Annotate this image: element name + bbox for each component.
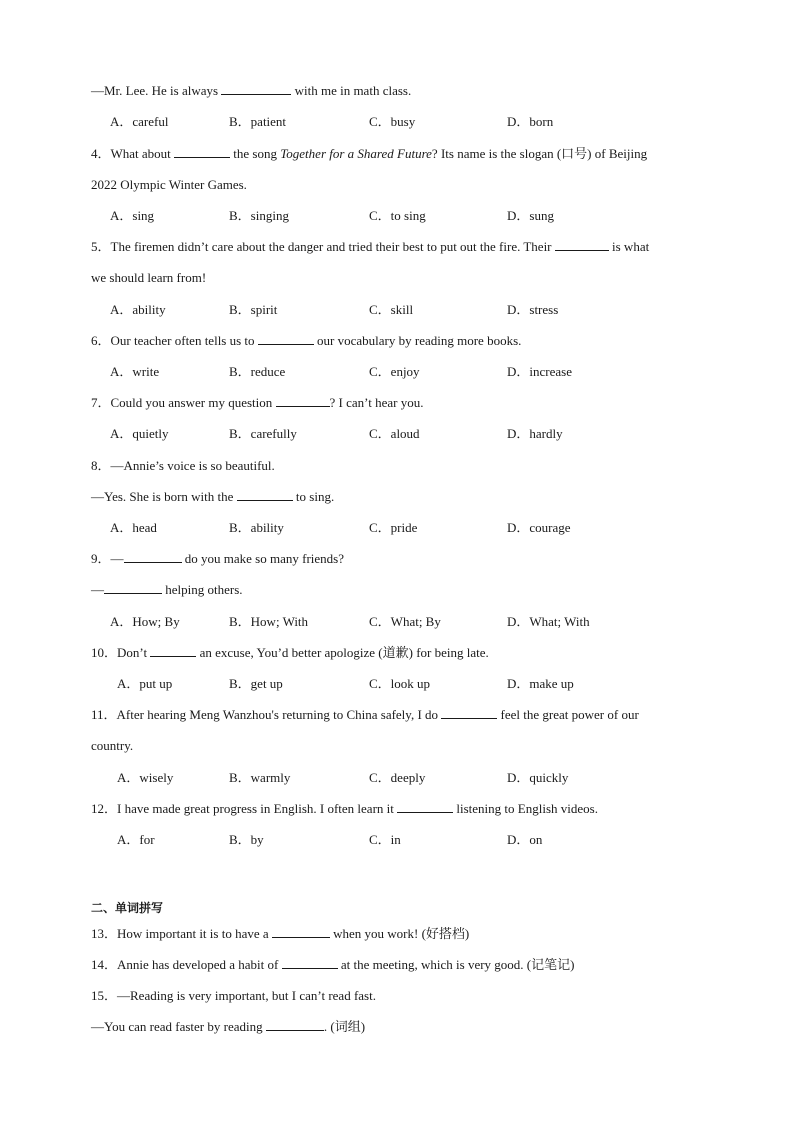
q9-option-a[interactable]: A．How; By [110,614,180,629]
section-title-word-spelling: 二、单词拼写 [91,901,164,915]
q6-option-c[interactable]: C．enjoy [369,364,420,379]
q4-option-b[interactable]: B．singing [229,208,289,223]
q6-text-post: our vocabulary by reading more books. [313,333,522,348]
answer-blank[interactable] [258,332,314,345]
q9-text-pre2: — [91,582,104,597]
q6-options [0,363,794,381]
q7-option-c[interactable]: C．aloud [369,426,420,441]
q3-option-c[interactable]: C．busy [369,114,416,129]
q7-text-pre: 7．Could you answer my question [91,395,276,410]
q9-option-b[interactable]: B．How; With [229,614,309,629]
q6-text-pre: 6．Our teacher often tells us to [91,333,258,348]
q15-line1: 15．—Reading is very important, but I can’t read fast. [91,988,376,1003]
q9-option-d[interactable]: D．What; With [507,614,590,629]
q4-option-d[interactable]: D．sung [507,208,554,223]
q11-option-c[interactable]: C．deeply [369,770,426,785]
answer-blank[interactable] [397,800,453,813]
q12-text-pre: 12．I have made great progress in English. I often learn it [91,801,398,816]
q7-options [0,425,794,443]
q3-text-post: with me in math class. [291,83,412,98]
q14-text-pre: 14．Annie has developed a habit of [91,957,282,972]
q7-text-post: ? I can’t hear you. [329,395,424,410]
q5-text-pre: 5．The firemen didn’t care about the danger and tried their best to put out the fire. Their [91,239,555,254]
q10-option-a[interactable]: A．put up [117,676,173,691]
q3-option-b[interactable]: B．patient [229,114,287,129]
q6-stem-line1 [91,332,521,350]
q5-options [0,301,794,319]
q3-answer-line [91,82,411,100]
q13-text-pre: 13．How important it is to have a [91,926,272,941]
q8-text-pre: —Yes. She is born with the [91,489,237,504]
q8-options [0,519,794,537]
q8-stem-line2 [91,488,334,506]
q5-text-post: is what [608,239,650,254]
q6-option-b[interactable]: B．reduce [229,364,286,379]
q13-text-post: when you work! (好搭档) [329,926,470,941]
q4-text-pre: 4．What about [91,146,175,161]
q12-text-post: listening to English videos. [453,801,598,816]
answer-blank[interactable] [276,394,330,407]
q9-text-pre: 9．— [91,551,124,566]
q5-option-b[interactable]: B．spirit [229,302,278,317]
q12-options [0,831,794,849]
q7-option-b[interactable]: B．carefully [229,426,297,441]
q3-text-pre: —Mr. Lee. He is always [91,83,222,98]
q15-text-pre: —You can read faster by reading [91,1019,266,1034]
q8-option-c[interactable]: C．pride [369,520,418,535]
q8-option-b[interactable]: B．ability [229,520,284,535]
q8-option-d[interactable]: D．courage [507,520,571,535]
q4-stem-line2: 2022 Olympic Winter Games. [91,177,247,192]
answer-blank[interactable] [272,925,330,938]
q7-stem-line1 [91,394,423,412]
q8-option-a[interactable]: A．head [110,520,157,535]
q11-stem-line2: country. [91,738,134,753]
q10-text-pre: 10．Don’t [91,645,151,660]
answer-blank[interactable] [237,488,293,501]
answer-blank[interactable] [104,581,162,594]
q4-song-title: Together for a Shared Future [280,146,432,161]
q12-option-a[interactable]: A．for [117,832,155,847]
q9-options [0,613,794,631]
answer-blank[interactable] [282,956,338,969]
q4-options [0,207,794,225]
q4-text-post: ? Its name is the slogan (口号) of Beijing [431,146,648,161]
q3-option-d[interactable]: D．born [507,114,554,129]
q3-option-a[interactable]: A．careful [110,114,169,129]
q4-text-mid: the song [230,146,281,161]
q9-text-post: do you make so many friends? [181,551,344,566]
q7-option-a[interactable]: A．quietly [110,426,169,441]
answer-blank[interactable] [555,238,609,251]
q9-stem-line1 [91,550,344,568]
q15-text-post: . (词组) [323,1019,366,1034]
q11-options [0,769,794,787]
q5-stem-line1 [91,238,649,256]
q9-stem-line2 [91,581,243,599]
q10-option-c[interactable]: C．look up [369,676,431,691]
q13-line [91,925,469,943]
q5-option-a[interactable]: A．ability [110,302,166,317]
q6-option-a[interactable]: A．write [110,364,160,379]
q14-line [91,956,574,974]
q9-option-c[interactable]: C．What; By [369,614,441,629]
q12-option-b[interactable]: B．by [229,832,264,847]
answer-blank[interactable] [174,145,230,158]
q11-option-a[interactable]: A．wisely [117,770,174,785]
answer-blank[interactable] [221,82,291,95]
q12-stem-line1 [91,800,598,818]
q11-text-pre: 11．After hearing Meng Wanzhou's returning to China safely, I do [91,707,442,722]
q8-text-post: to sing. [292,489,335,504]
q8-stem-line1: 8．—Annie’s voice is so beautiful. [91,458,275,473]
q9-text-post2: helping others. [162,582,243,597]
q3-options [0,113,794,131]
q5-option-d[interactable]: D．stress [507,302,559,317]
q4-option-c[interactable]: C．to sing [369,208,426,223]
answer-blank[interactable] [150,644,196,657]
q10-text-post: an excuse, You’d better apologize (道歉) for being late. [196,645,489,660]
q10-option-b[interactable]: B．get up [229,676,283,691]
q15-line2 [91,1018,365,1036]
q14-text-post: at the meeting, which is very good. (记笔记) [337,957,575,972]
q4-stem-line1 [91,145,647,163]
answer-blank[interactable] [266,1018,324,1031]
q12-option-d[interactable]: D．on [507,832,543,847]
q4-option-a[interactable]: A．sing [110,208,155,223]
q10-stem-line1 [91,644,489,662]
q6-option-d[interactable]: D．increase [507,364,572,379]
q5-stem-line2: we should learn from! [91,270,207,285]
answer-blank[interactable] [124,550,182,563]
answer-blank[interactable] [441,706,497,719]
q11-stem-line1 [91,706,639,724]
q11-text-post: feel the great power of our [497,707,639,722]
q10-option-d[interactable]: D．make up [507,676,574,691]
q10-options [0,675,794,693]
q12-option-c[interactable]: C．in [369,832,401,847]
q7-option-d[interactable]: D．hardly [507,426,563,441]
q5-option-c[interactable]: C．skill [369,302,414,317]
q11-option-d[interactable]: D．quickly [507,770,569,785]
q11-option-b[interactable]: B．warmly [229,770,291,785]
